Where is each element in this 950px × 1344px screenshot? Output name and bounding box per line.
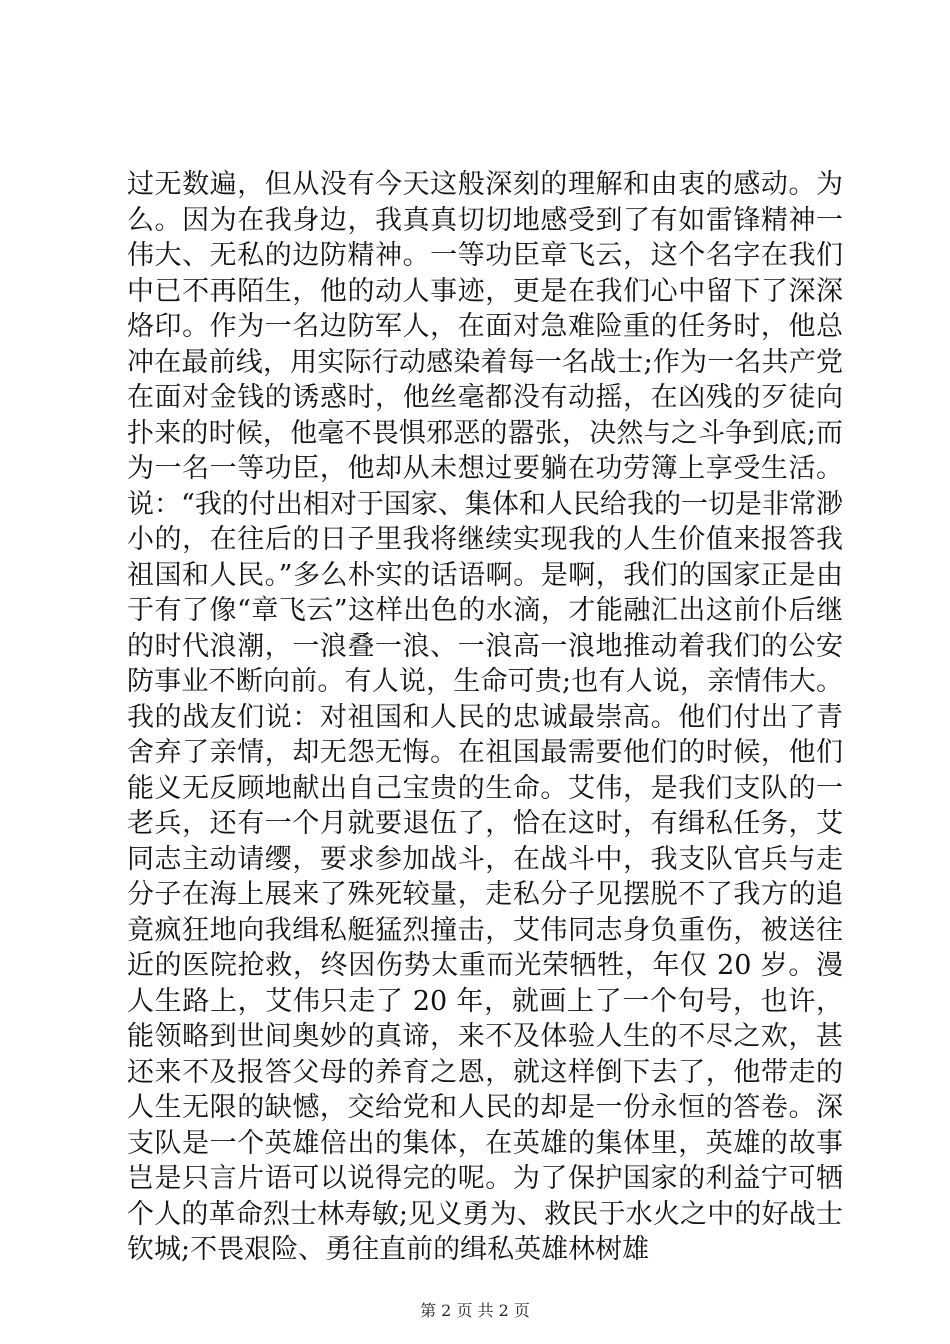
text-line: 于有了像“章飞云”这样出色的水滴，才能融汇出这前仆后继 <box>127 595 843 626</box>
text-line: 岂是只言片语可以说得完的呢。为了保护国家的利益宁可牺 <box>127 1163 843 1194</box>
text-line-last: 钦城;不畏艰险、勇往直前的缉私英雄林树雄 <box>127 1234 650 1265</box>
text-line: 冲在最前线，用实际行动感染着每一名战士;作为一名共产党 <box>127 346 843 378</box>
text-line: 竟疯狂地向我缉私艇猛烈撞击，艾伟同志身负重伤，被送往 <box>127 914 843 946</box>
text-line: 烙印。作为一名边防军人，在面对急难险重的任务时，他总 <box>127 311 843 342</box>
text-line: 分子在海上展来了殊死较量，走私分子见摆脱不了我方的追 <box>127 879 843 910</box>
text-line: 近的医院抢救，终因伤势太重而光荣牺牲，年仅 20 岁。漫 <box>127 950 843 981</box>
text-line: 舍弃了亲情，却无怨无悔。在祖国最需要他们的时候，他们 <box>127 737 843 768</box>
text-line: 小的，在往后的日子里我将继续实现我的人生价值来报答我 <box>127 524 843 555</box>
text-line: 能领略到世间奥妙的真谛，来不及体验人生的不尽之欢，甚 <box>127 1021 843 1052</box>
text-line: 在面对金钱的诱惑时，他丝毫都没有动摇，在凶残的歹徒向 <box>127 382 843 413</box>
text-line: 说：“我的付出相对于国家、集体和人民给我的一切是非常渺 <box>127 488 843 520</box>
body-paragraph <box>127 167 843 1268</box>
text-line: 防事业不断向前。有人说，生命可贵;也有人说，亲情伟大。 <box>127 666 843 697</box>
text-line: 支队是一个英雄倍出的集体，在英雄的集体里，英雄的故事 <box>127 1127 843 1159</box>
page-number-footer: 第 2 页 共 2 页 <box>420 1301 530 1320</box>
text-line: 扑来的时候，他毫不畏惧邪恶的嚣张，决然与之斗争到底;而 <box>127 417 843 449</box>
text-line: 人生路上，艾伟只走了 20 年，就画上了一个句号，也许， <box>127 985 843 1017</box>
text-line: 老兵，还有一个月就要退伍了，恰在这时，有缉私任务，艾 <box>127 808 843 839</box>
text-line: 祖国和人民。”多么朴实的话语啊。是啊，我们的国家正是由 <box>127 559 843 591</box>
text-line: 中已不再陌生，他的动人事迹，更是在我们心中留下了深深 <box>127 275 843 307</box>
text-line: 个人的革命烈士林寿敏;见义勇为、救民于水火之中的好战士 <box>127 1198 843 1230</box>
text-line: 过无数遍，但从没有今天这般深刻的理解和由衷的感动。为 <box>127 169 843 200</box>
text-line: 的时代浪潮，一浪叠一浪、一浪高一浪地推动着我们的公安 <box>127 630 843 662</box>
text-line: 我的战友们说：对祖国和人民的忠诚最崇高。他们付出了青 <box>127 701 843 733</box>
text-line: 人生无限的缺憾，交给党和人民的却是一份永恒的答卷。深 <box>127 1092 843 1123</box>
text-line: 还来不及报答父母的养育之恩，就这样倒下去了，他带走的 <box>127 1056 843 1088</box>
text-line: 为一名一等功臣，他却从未想过要躺在功劳簿上享受生活。 <box>127 453 843 484</box>
text-line: 么。因为在我身边，我真真切切地感受到了有如雷锋精神一 <box>127 204 843 236</box>
text-line: 同志主动请缨，要求参加战斗，在战斗中，我支队官兵与走 <box>127 843 843 875</box>
text-line: 伟大、无私的边防精神。一等功臣章飞云，这个名字在我们 <box>127 240 843 271</box>
text-line: 能义无反顾地献出自己宝贵的生命。艾伟，是我们支队的一 <box>127 772 843 804</box>
